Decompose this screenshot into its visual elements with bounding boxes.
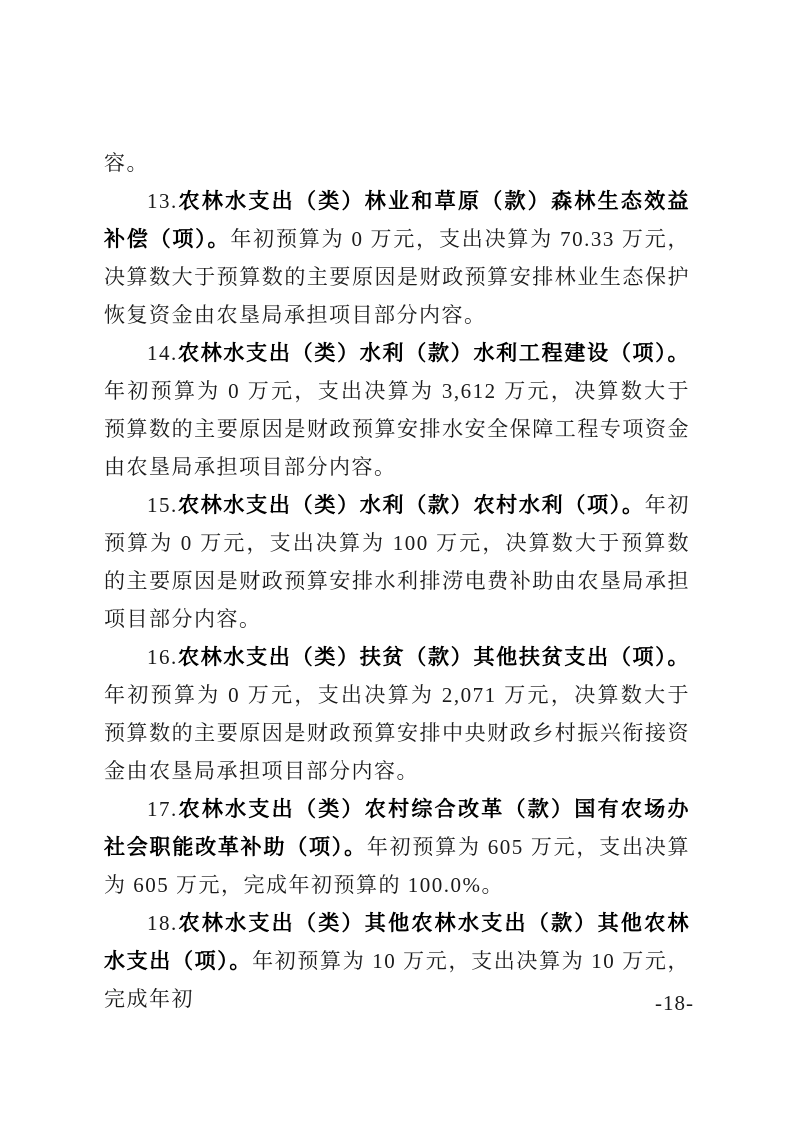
item-heading: 农林水支出（类）扶贫（款）其他扶贫支出（项）。 (177, 645, 690, 669)
item-body: 年初预算为 0 万元，支出决算为 100 万元，决算数大于预算数的主要原因是财政预算安排水利排涝电费补助由农垦局承担项目部分内容。 (104, 493, 691, 631)
budget-item-paragraph-14 (104, 334, 690, 486)
item-number: 13. (147, 189, 178, 213)
budget-item-paragraph-15 (104, 486, 690, 638)
item-heading: 农林水支出（类）其他农林水支出（款）其他农林水支出（项）。 (104, 911, 690, 973)
item-body: 年初预算为 0 万元，支出决算为 70.33 万元，决算数大于预算数的主要原因是财政预算安排林业生态保护恢复资金由农垦局承担项目部分内容。 (104, 227, 691, 327)
continuation-paragraph: 容。 (104, 151, 149, 175)
item-body: 年初预算为 0 万元，支出决算为 3,612 万元，决算数大于预算数的主要原因是财政预算安排水安全保障工程专项资金由农垦局承担项目部分内容。 (104, 379, 690, 479)
page-content (104, 144, 690, 1018)
item-number: 17. (147, 797, 178, 821)
item-number: 16. (147, 645, 178, 669)
item-body: 年初预算为 10 万元，支出决算为 10 万元，完成年初 (104, 949, 690, 1011)
page-number: -18- (655, 991, 694, 1015)
item-number: 18. (147, 911, 178, 935)
item-heading: 农林水支出（类）农村综合改革（款）国有农场办社会职能改革补助（项）。 (104, 797, 690, 859)
item-body: 年初预算为 0 万元，支出决算为 2,071 万元，决算数大于预算数的主要原因是财政预算安排中央财政乡村振兴衔接资金由农垦局承担项目部分内容。 (104, 683, 690, 783)
budget-item-paragraph-13 (104, 182, 690, 334)
item-heading: 农林水支出（类）林业和草原（款）森林生态效益补偿（项）。 (104, 189, 690, 251)
item-heading: 农林水支出（类）水利（款）水利工程建设（项）。 (177, 341, 690, 365)
budget-item-paragraph-16 (104, 638, 690, 790)
budget-item-paragraph-17 (104, 790, 690, 904)
budget-item-paragraph-18 (104, 904, 690, 1018)
item-number: 15. (147, 493, 178, 517)
item-heading: 农林水支出（类）水利（款）农村水利（项）。 (177, 493, 645, 517)
item-body: 年初预算为 605 万元，支出决算为 605 万元，完成年初预算的 100.0%。 (104, 835, 690, 897)
item-number: 14. (147, 341, 178, 365)
